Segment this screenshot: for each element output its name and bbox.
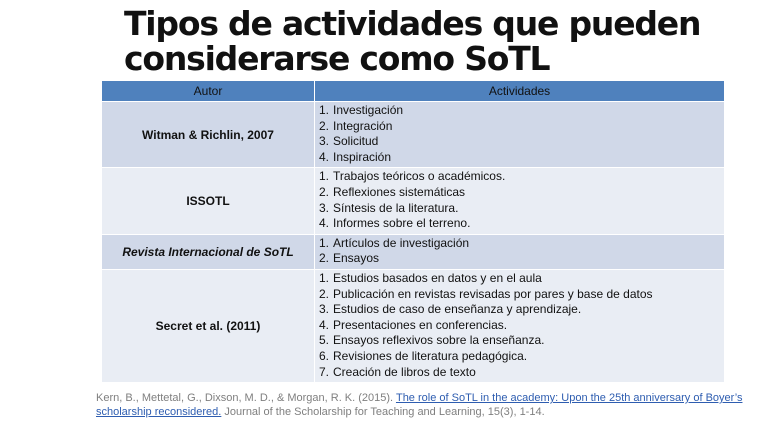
list-item-text: Síntesis de la literatura. (333, 200, 459, 215)
activities-table (101, 80, 725, 383)
list-item-number: 7. (319, 364, 330, 379)
list-item-text: Solicitud (333, 134, 379, 149)
list-item-text: Creación de libros de texto (333, 364, 476, 379)
list-item-text: Informes sobre el terreno. (333, 216, 471, 231)
author-cell: Witman & Richlin, 2007 (102, 102, 315, 168)
citation-journal: Journal of the Scholarship for Teaching and Learning, 15(3), 1-14. (221, 406, 545, 418)
list-item-text: Ensayos (333, 251, 380, 266)
list-item (319, 169, 720, 185)
activities-list (319, 236, 720, 267)
activities-list (319, 103, 720, 165)
list-item-text: Trabajos teóricos o académicos. (333, 169, 506, 184)
slide-title (124, 6, 744, 76)
list-item-text: Presentaciones en conferencias. (333, 317, 508, 332)
list-item-text: Integración (333, 118, 393, 133)
list-item-text: Estudios basados en datos y en el aula (333, 270, 542, 285)
table-row (102, 102, 725, 168)
list-item-number: 3. (319, 302, 330, 317)
slide-title-line-2: considerarse como SoTL (124, 39, 550, 78)
header-author: Autor (102, 81, 315, 102)
list-item (319, 119, 720, 135)
list-item (319, 201, 720, 217)
list-item-number: 3. (319, 200, 330, 215)
list-item-number: 3. (319, 134, 330, 149)
list-item-number: 6. (319, 348, 330, 363)
list-item-text: Estudios de caso de enseñanza y aprendizaje. (333, 302, 582, 317)
list-item-text: Artículos de investigación (333, 235, 470, 250)
list-item (319, 318, 720, 334)
table-row (102, 168, 725, 234)
citation-authors: Kern, B., Mettetal, G., Dixson, M. D., & Morgan, R. K. (2015). (96, 392, 396, 404)
table-header-row (102, 81, 725, 102)
list-item (319, 333, 720, 349)
list-item-number: 2. (319, 184, 330, 199)
list-item (319, 134, 720, 150)
list-item-number: 1. (319, 169, 330, 184)
header-activities: Actividades (315, 81, 725, 102)
list-item (319, 185, 720, 201)
list-item-number: 5. (319, 333, 330, 348)
activities-cell (315, 168, 725, 234)
activities-list (319, 271, 720, 380)
slide-title-line-1: Tipos de actividades que pueden (124, 4, 701, 43)
list-item-number: 2. (319, 118, 330, 133)
list-item (319, 251, 720, 267)
table-body (102, 102, 725, 383)
list-item-number: 1. (319, 270, 330, 285)
list-item (319, 271, 720, 287)
list-item-number: 4. (319, 216, 330, 231)
list-item-number: 4. (319, 149, 330, 164)
list-item (319, 216, 720, 232)
list-item-text: Inspiración (333, 149, 392, 164)
citation (96, 391, 746, 419)
list-item (319, 236, 720, 252)
activities-cell (315, 234, 725, 269)
list-item-text: Publicación en revistas revisadas por pares y base de datos (333, 286, 653, 301)
list-item (319, 302, 720, 318)
list-item (319, 103, 720, 119)
activities-cell (315, 102, 725, 168)
author-cell: Secret et al. (2011) (102, 269, 315, 382)
list-item (319, 287, 720, 303)
list-item-text: Investigación (333, 103, 404, 117)
list-item-number: 2. (319, 251, 330, 266)
list-item-number: 2. (319, 286, 330, 301)
list-item-number: 4. (319, 317, 330, 332)
list-item-text: Ensayos reflexivos sobre la enseñanza. (333, 333, 545, 348)
table-row (102, 269, 725, 382)
author-cell: ISSOTL (102, 168, 315, 234)
list-item (319, 150, 720, 166)
activities-list (319, 169, 720, 231)
list-item-number: 1. (319, 103, 330, 117)
list-item-text: Revisiones de literatura pedagógica. (333, 348, 528, 363)
activities-cell (315, 269, 725, 382)
list-item-number: 1. (319, 235, 330, 250)
list-item-text: Reflexiones sistemáticas (333, 184, 466, 199)
table-row (102, 234, 725, 269)
citation-link[interactable]: The role of SoTL in the academy: Upon the 25th anniversary of Boyer’s scholarship reconsidered. (96, 392, 743, 418)
list-item (319, 365, 720, 381)
author-cell: Revista Internacional de SoTL (102, 234, 315, 269)
list-item (319, 349, 720, 365)
